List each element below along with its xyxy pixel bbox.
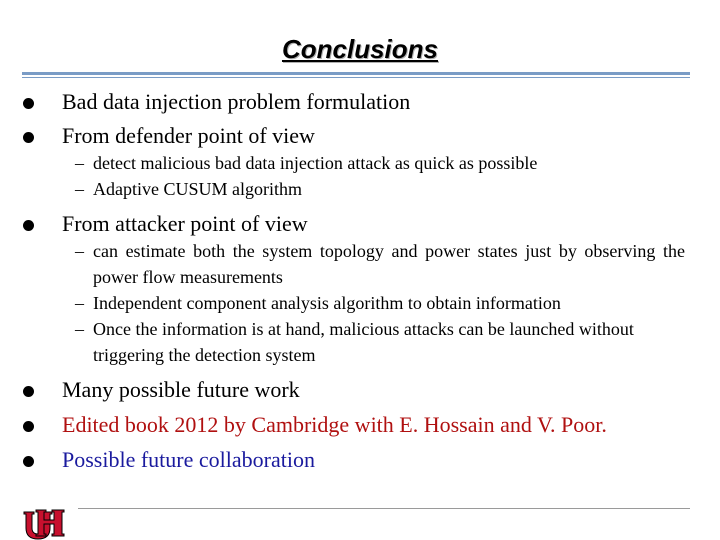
sub-item (75, 316, 685, 368)
title-rule-thin (22, 77, 690, 78)
dash-marker: – (75, 319, 84, 339)
dash-marker: – (75, 153, 84, 173)
sub-item (75, 176, 685, 202)
bullet-text: From attacker point of view (62, 211, 308, 236)
sub-text: can estimate both the system topology and power states just by observing the power flow measurements (93, 241, 685, 287)
bullet-text: Bad data injection problem formulation (62, 89, 411, 114)
bullet-text: Many possible future work (62, 377, 300, 402)
bullet-dot-icon (23, 220, 34, 231)
page-title: Conclusions (281, 34, 438, 64)
bullet-text: Edited book 2012 by Cambridge with E. Hossain and V. Poor. (62, 412, 607, 437)
bullet-dot-icon (23, 386, 34, 397)
bullet-dot-icon (23, 421, 34, 432)
bullet-text: Possible future collaboration (62, 447, 315, 472)
sub-item (75, 150, 685, 176)
bullet-dot-icon (23, 456, 34, 467)
sub-text: Adaptive CUSUM algorithm (93, 179, 302, 199)
bullet-text: From defender point of view (62, 123, 315, 148)
sub-text: Once the information is at hand, malicious attacks can be launched without triggering the detection system (93, 319, 634, 365)
sub-text: Independent component analysis algorithm to obtain information (93, 293, 561, 313)
sub-item (75, 290, 685, 316)
dash-marker: – (75, 293, 84, 313)
sub-item (75, 238, 685, 290)
university-of-houston-logo-icon (22, 508, 66, 540)
bullet-dot-icon (23, 98, 34, 109)
dash-marker: – (75, 179, 84, 199)
dash-marker: – (75, 241, 84, 261)
title-rule-thick (22, 72, 690, 75)
footer-rule (78, 508, 690, 509)
bullet-dot-icon (23, 132, 34, 143)
sub-text: detect malicious bad data injection attack as quick as possible (93, 153, 538, 173)
